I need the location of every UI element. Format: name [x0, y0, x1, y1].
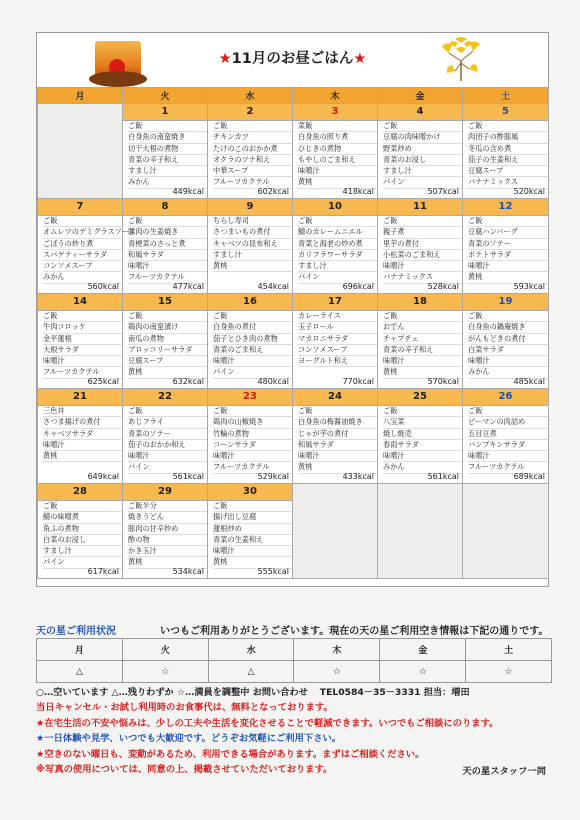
calorie-value: 433kcal [342, 471, 374, 481]
calorie-value: 449kcal [172, 186, 204, 196]
menu-item: ご飯 [213, 406, 292, 417]
menu-item: 蓮根炒め [213, 524, 292, 535]
menu-item: ご飯 [43, 501, 122, 512]
menu-item: ご飯 [468, 121, 548, 132]
menu-item: ご飯 [468, 216, 548, 227]
calorie-value: 528kcal [427, 281, 459, 291]
menu-item: 肉団子の酢豚風 [468, 132, 548, 143]
day-number: 4 [378, 104, 463, 121]
menu-item: ご飯 [383, 216, 462, 227]
menu-item: 玉子ロール [298, 322, 377, 333]
menu-item: 白菜のお浸し [43, 535, 122, 546]
menu-item: キャベツの昆布和え [213, 239, 292, 250]
menu-item: 青菜の生姜和え [213, 535, 292, 546]
menu-item: 切干大根の煮物 [128, 144, 207, 155]
ginkgo-leaves-illustration [439, 37, 483, 83]
day-number: 18 [378, 294, 463, 311]
availability-mark: ☆ [380, 661, 466, 683]
calorie-value: 649kcal [87, 471, 119, 481]
menu-item: 味噌汁 [213, 451, 292, 462]
day-menu-cell [378, 216, 463, 294]
menu-item: ピーマンの肉詰め [468, 417, 548, 428]
menu-item: すまし汁 [298, 261, 377, 272]
day-number: 24 [293, 389, 378, 406]
menu-item: 豆腐スープ [468, 166, 548, 177]
menu-item: カリフラワーサラダ [298, 250, 377, 261]
menu-item: 黄桃 [383, 367, 462, 378]
star-icon: ★ [218, 51, 232, 67]
day-menu-cell [293, 311, 378, 389]
weekday-header: 火 [123, 88, 208, 104]
day-number: 14 [38, 294, 123, 311]
calorie-value: 555kcal [257, 566, 289, 576]
menu-item: 白菜サラダ [468, 345, 548, 356]
menu-item: 五目豆煮 [468, 429, 548, 440]
weekday-header: 金 [378, 88, 463, 104]
menu-item: がんもどきの煮付 [468, 334, 548, 345]
menu-item: 白身魚の照り煮 [298, 132, 377, 143]
day-menu-cell [38, 216, 136, 294]
day-menu-cell [463, 121, 549, 199]
menu-item: 親子煮 [383, 227, 462, 238]
menu-item: ご飯 [128, 311, 207, 322]
menu-item: 豆腐ハンバーグ [468, 227, 548, 238]
availability-mark: ☆ [294, 661, 380, 683]
menu-item: ご飯 [383, 311, 462, 322]
menu-item: 味噌汁 [383, 356, 462, 367]
calorie-value: 593kcal [513, 281, 545, 291]
menu-item: ご飯 [128, 216, 207, 227]
menu-item: たけのこのおかか煮 [213, 144, 292, 155]
note-line: ★空きのない曜日も、変動があるため、利用できる場合があります。まずはご相談ください。 [36, 748, 425, 760]
empty-day-cell [38, 104, 123, 199]
note-line: 当日キャンセル・お試し利用時のお食事代は、無料となっております。 [36, 702, 333, 713]
menu-item: さつまいもの煮付 [213, 227, 292, 238]
menu-item: フルーツカクテル [213, 462, 292, 473]
menu-item: みかん [128, 177, 207, 188]
menu-item: ひじきの煮物 [298, 144, 377, 155]
menu-item: 中華スープ [213, 166, 292, 177]
menu-item: すまし汁 [43, 546, 122, 557]
menu-item: カレーライス [298, 311, 377, 322]
contact-phone: TEL0584－35－3331 担当：増田 [319, 687, 470, 698]
menu-item: もやしのごま和え [298, 155, 377, 166]
calorie-value: 507kcal [427, 186, 459, 196]
availability-day: 水 [208, 639, 294, 661]
menu-item: 黄桃 [128, 557, 207, 568]
day-menu-cell [208, 216, 293, 294]
calorie-value: 689kcal [513, 471, 545, 481]
menu-item: 味噌汁 [298, 166, 377, 177]
day-menu-cell [208, 406, 293, 484]
day-menu-cell [123, 501, 208, 579]
menu-item: 冬瓜の含め煮 [468, 144, 548, 155]
day-menu-cell [123, 121, 208, 199]
calorie-value: 454kcal [257, 281, 289, 291]
day-number: 9 [208, 199, 293, 216]
menu-item: ご飯 [43, 311, 122, 322]
menu-item: ヨーグルト和え [298, 356, 377, 367]
calorie-value: 560kcal [87, 281, 119, 291]
menu-item: 焼し焼売 [383, 429, 462, 440]
menu-item: コンソメスープ [298, 345, 377, 356]
menu-item: 白身魚の鍋庵焼き [468, 322, 548, 333]
day-number: 21 [38, 389, 123, 406]
weekday-header: 木 [293, 88, 378, 104]
menu-item: 青菜のソテー [468, 239, 548, 250]
menu-item: 鶏肉の山椒焼き [213, 417, 292, 428]
menu-item: 黄桃 [128, 367, 207, 378]
weekday-header: 土 [463, 88, 549, 104]
menu-item: 茄子とひき肉の煮物 [213, 334, 292, 345]
day-number: 11 [378, 199, 463, 216]
menu-item: 鯖のカレームニエル [298, 227, 377, 238]
staff-signature: 天の星スタッフ一同 [462, 766, 546, 777]
menu-item: スパゲティーサラダ [43, 250, 122, 261]
menu-item: 竹輪の煮物 [213, 429, 292, 440]
day-number: 3 [293, 104, 378, 121]
menu-item: ご飯 [213, 501, 292, 512]
calorie-value: 477kcal [172, 281, 204, 291]
menu-item: 青菜の辛子和え [383, 345, 462, 356]
availability-mark: △ [37, 661, 123, 683]
menu-item: 牛肉コロッケ [43, 322, 122, 333]
menu-item: 南瓜の煮物 [128, 334, 207, 345]
menu-item: さつま揚げの煮付 [43, 417, 122, 428]
menu-item: 味噌汁 [383, 451, 462, 462]
menu-item: 味噌汁 [128, 451, 207, 462]
menu-item: 味噌汁 [213, 546, 292, 557]
day-number: 7 [38, 199, 123, 216]
menu-item: みかん [383, 462, 462, 473]
menu-item: すまし汁 [383, 166, 462, 177]
calorie-value: 770kcal [342, 376, 374, 386]
menu-item: 黄桃 [213, 261, 292, 272]
menu-item: コンソメスープ [43, 261, 122, 272]
menu-item: じゃが芋の煮付 [298, 429, 377, 440]
calorie-value: 632kcal [172, 376, 204, 386]
availability-mark: △ [208, 661, 294, 683]
calorie-value: 485kcal [513, 376, 545, 386]
day-menu-cell [123, 216, 208, 294]
menu-item: バンブキンサラダ [468, 440, 548, 451]
menu-item: 野菜炒め [383, 144, 462, 155]
availability-day: 火 [122, 639, 208, 661]
calorie-value: 480kcal [257, 376, 289, 386]
menu-item: ごぼうの炒り煮 [43, 239, 122, 250]
status-section [36, 618, 551, 638]
day-number: 2 [208, 104, 293, 121]
day-menu-cell [378, 311, 463, 389]
star-icon: ★ [353, 51, 367, 67]
menu-item: 焼きうどん [128, 512, 207, 523]
empty-day-cell [463, 484, 549, 579]
availability-mark: ☆ [122, 661, 208, 683]
menu-item: オムレツのデミグラスソース [43, 227, 122, 238]
day-menu-cell [378, 121, 463, 199]
menu-item: ブロッコリーサラダ [128, 345, 207, 356]
calorie-value: 534kcal [172, 566, 204, 576]
menu-item: 豚肉の生姜焼き [128, 227, 207, 238]
day-menu-cell [293, 121, 378, 199]
day-number: 26 [463, 389, 549, 406]
menu-item: 味噌汁 [468, 261, 548, 272]
menu-item: ご飯 [468, 311, 548, 322]
day-number: 19 [463, 294, 549, 311]
availability-mark: ☆ [466, 661, 552, 683]
menu-item: かき玉汁 [128, 546, 207, 557]
menu-item: パイン [128, 462, 207, 473]
day-number: 8 [123, 199, 208, 216]
day-number: 10 [293, 199, 378, 216]
day-menu-cell [38, 311, 123, 389]
menu-item: 小松菜のごま和え [383, 250, 462, 261]
menu-item: 金平蓮根 [43, 334, 122, 345]
calorie-value: 696kcal [342, 281, 374, 291]
menu-item: 黄桃 [468, 272, 548, 283]
menu-item: 角ふの煮物 [43, 524, 122, 535]
menu-item: みかん [43, 272, 122, 283]
availability-day: 木 [294, 639, 380, 661]
day-number: 5 [463, 104, 549, 121]
day-number: 25 [378, 389, 463, 406]
sheet-header [37, 33, 548, 87]
menu-item: オクラのツナ和え [213, 155, 292, 166]
calorie-value: 617kcal [87, 566, 119, 576]
day-menu-cell [38, 406, 123, 484]
menu-item: 味噌汁 [213, 356, 292, 367]
weekday-header: 水 [208, 88, 293, 104]
menu-item: フルーツカクテル [213, 177, 292, 188]
menu-item: 青菜のお浸し [383, 155, 462, 166]
note-line: ★一日体験や見学、いつでも大歓迎です。どうぞお気軽にご利用下さい。 [36, 733, 342, 745]
calorie-value: 561kcal [172, 471, 204, 481]
menu-item: みかん [468, 367, 548, 378]
menu-item: チャプチェ [383, 334, 462, 345]
menu-item: チキンカツ [213, 132, 292, 143]
day-menu-cell [293, 216, 378, 294]
menu-item: 豆腐の肉味噌かけ [383, 132, 462, 143]
menu-item: 味噌汁 [43, 356, 122, 367]
menu-item: 酢の物 [128, 535, 207, 546]
menu-item: 豆腐スープ [128, 356, 207, 367]
menu-item: 茄子のおかか和え [128, 440, 207, 451]
menu-item: ご飯 [213, 121, 292, 132]
menu-item: 菜飯 [298, 121, 377, 132]
menu-item: パイン [213, 367, 292, 378]
menu-item: 豚肉の甘辛炒め [128, 524, 207, 535]
menu-item: 鯖の味噌煮 [43, 512, 122, 523]
status-message: いつもご利用ありがとうございます。現在の天の星ご利用空き情報は下記の通りです。 [160, 626, 549, 637]
menu-item: ご飯 [43, 216, 122, 227]
menu-item: ご飯 [128, 121, 207, 132]
menu-item: マカロニサラダ [298, 334, 377, 345]
menu-item: 白身魚の南蛮焼き [128, 132, 207, 143]
calorie-value: 625kcal [87, 376, 119, 386]
menu-item: パイン [298, 272, 377, 283]
menu-item: あじフライ [128, 417, 207, 428]
day-number: 30 [208, 484, 293, 501]
availability-day: 土 [466, 639, 552, 661]
menu-item: ご飯 [468, 406, 548, 417]
day-number: 15 [123, 294, 208, 311]
menu-item: 味噌汁 [468, 356, 548, 367]
menu-item: 味噌汁 [298, 451, 377, 462]
day-number: 23 [208, 389, 293, 406]
day-number: 12 [463, 199, 549, 216]
menu-item: 和風サラダ [298, 440, 377, 451]
menu-item: 青菜のソテー [128, 429, 207, 440]
menu-item: ご飯 [298, 216, 377, 227]
menu-item: すまし汁 [213, 250, 292, 261]
menu-item: ご飯 [128, 406, 207, 417]
menu-item: 黄桃 [298, 177, 377, 188]
day-menu-cell [463, 311, 549, 389]
menu-item: ちらし寿司 [213, 216, 292, 227]
availability-table [36, 638, 552, 683]
menu-item: パイン [383, 177, 462, 188]
menu-item: 八宝菜 [383, 417, 462, 428]
day-number: 1 [123, 104, 208, 121]
calorie-value: 520kcal [513, 186, 545, 196]
calorie-value: 602kcal [257, 186, 289, 196]
menu-item: 春雨サラダ [383, 440, 462, 451]
menu-item: 味噌汁 [128, 261, 207, 272]
menu-item: 青菜の辛子和え [128, 155, 207, 166]
menu-item: ご飯半分 [128, 501, 207, 512]
empty-day-cell [293, 484, 378, 579]
calorie-value: 529kcal [257, 471, 289, 481]
menu-item: 黄桃 [213, 557, 292, 568]
calorie-value: 561kcal [427, 471, 459, 481]
calorie-value: 570kcal [427, 376, 459, 386]
menu-item: パイン [43, 557, 122, 568]
day-number: 28 [38, 484, 123, 501]
menu-item: 味噌汁 [468, 451, 548, 462]
menu-item: 味噌汁 [383, 261, 462, 272]
menu-item: すまし汁 [128, 166, 207, 177]
menu-item: フルーツカクテル [128, 272, 207, 283]
menu-item: ご飯 [213, 311, 292, 322]
day-menu-cell [38, 501, 123, 579]
menu-item: 白身魚の梅醤油焼き [298, 417, 377, 428]
menu-item: コーンサラダ [213, 440, 292, 451]
day-number: 29 [123, 484, 208, 501]
day-menu-cell [463, 406, 549, 484]
menu-item: フルーツカクテル [43, 367, 122, 378]
menu-item: 鶏肉の南蛮漬け [128, 322, 207, 333]
day-number: 16 [208, 294, 293, 311]
menu-sheet [36, 32, 549, 587]
status-label: 天の星ご利用状況 [36, 626, 116, 637]
menu-item: 揚げ出し豆腐 [213, 512, 292, 523]
menu-item: 味噌汁 [43, 440, 122, 451]
menu-item: ご飯 [383, 121, 462, 132]
menu-item: 黄桃 [298, 462, 377, 473]
note-line: ※写真の使用については、同意の上、掲載させていただいております。 [36, 764, 333, 776]
menu-item: 青菜のごま和え [213, 345, 292, 356]
day-number: 17 [293, 294, 378, 311]
day-menu-cell [463, 216, 549, 294]
day-menu-cell [208, 121, 293, 199]
availability-day: 月 [37, 639, 123, 661]
note-line: ★在宅生活の不安や悩みは、少しの工夫や生活を変化させることで軽減できます。いつでもご相談にのります。 [36, 717, 499, 729]
day-menu-cell [123, 406, 208, 484]
availability-day: 金 [380, 639, 466, 661]
menu-item: 三色丼 [43, 406, 122, 417]
menu-item: ご飯 [383, 406, 462, 417]
day-menu-cell [378, 406, 463, 484]
menu-item: ポテトサラダ [468, 250, 548, 261]
menu-item: 和風サラダ [128, 250, 207, 261]
availability-legend: ○…空いています △…残りわずか ☆…満員を調整中 お問い合わせ TEL0584－35－3331 担当：増田 [36, 687, 470, 698]
page-title: ★11月のお昼ごはん★ [218, 51, 367, 67]
calendar-table [37, 87, 549, 579]
menu-item: 青梗菜のさっと煮 [128, 239, 207, 250]
calorie-value: 418kcal [342, 186, 374, 196]
day-menu-cell [208, 501, 293, 579]
menu-item: キャベツサラダ [43, 429, 122, 440]
empty-day-cell [378, 484, 463, 579]
menu-item: おでん [383, 322, 462, 333]
weekday-header: 月 [38, 88, 123, 104]
menu-item: 黄桃 [43, 451, 122, 462]
menu-item: 青菜と海老の炒め煮 [298, 239, 377, 250]
menu-item: 白身魚の煮付 [213, 322, 292, 333]
menu-item: 茄子の生姜和え [468, 155, 548, 166]
menu-item: ご飯 [298, 406, 377, 417]
menu-item: バナナミックス [383, 272, 462, 283]
day-menu-cell [123, 311, 208, 389]
menu-item: フルーツカクテル [468, 462, 548, 473]
menu-item: バナナミックス [468, 177, 548, 188]
menu-item: 大根サラダ [43, 345, 122, 356]
menu-item: 里芋の煮付 [383, 239, 462, 250]
day-menu-cell [208, 311, 293, 389]
day-menu-cell [293, 406, 378, 484]
day-number: 22 [123, 389, 208, 406]
